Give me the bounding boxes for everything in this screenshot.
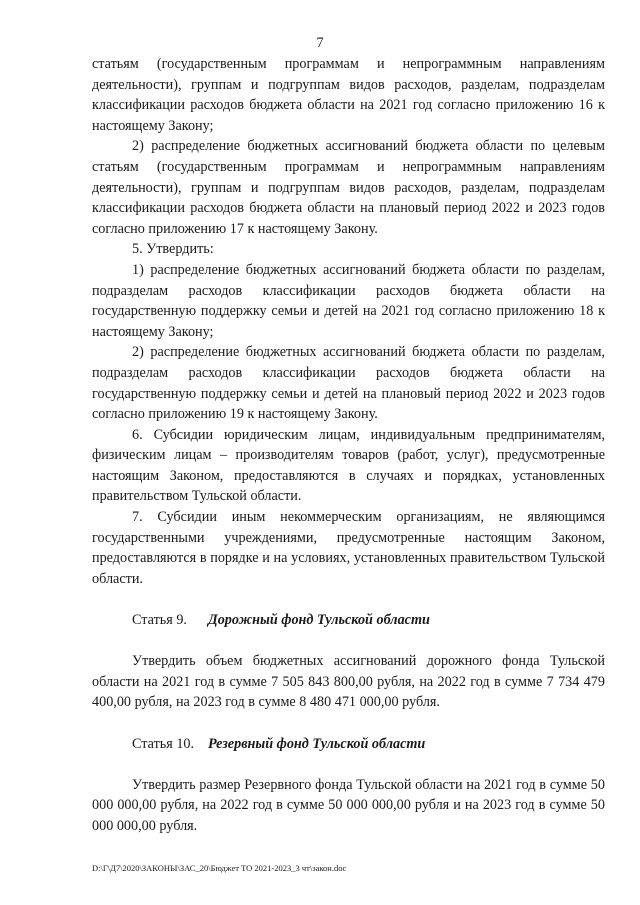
paragraph-item-4-2: 2) распределение бюджетных ассигнований бюджета области по целевым статьям (государственным программам и непрограммным направлениям деятельности), группам и подгруппам видов расходов, разделам, подразделам классификации расходов бюджета области на плановый период 2022 и 2023 годов согласно приложению 17 к настоящему Закону. — [92, 138, 605, 237]
paragraph-continuation: статьям (государственным программам и непрограммным направлениям деятельности), группам и подгруппам видов расходов, разделам, подразделам классификации расходов бюджета области на 2021 год согласно приложению 16 к настоящему Закону; — [92, 56, 605, 134]
spacer — [92, 589, 605, 610]
article-10-title: Резервный фонд Тульской области — [208, 735, 426, 752]
article-9-heading — [92, 610, 605, 631]
spacer — [92, 754, 605, 775]
article-10-heading — [92, 734, 605, 755]
article-9-number: Статья 9. — [132, 612, 187, 629]
paragraph-clause-7: 7. Субсидии иным некоммерческим организациям, не являющимся государственными учреждениями, предусмотренные настоящим Законом, предоставляются в порядке и на условиях, установленных правительством Тульской области. — [92, 509, 605, 587]
spacer — [92, 631, 605, 652]
paragraph-item-5-1: 1) распределение бюджетных ассигнований бюджета области по разделам, подразделам расходов классификации расходов бюджета области на государственную поддержку семьи и детей на 2021 год согласно приложению 18 к настоящему Закону; — [92, 261, 605, 340]
article-10-number: Статья 10. — [132, 735, 195, 752]
spacer — [92, 713, 605, 734]
article-9-title: Дорожный фонд Тульской области — [208, 612, 430, 629]
paragraph-clause-5: 5. Утвердить: — [132, 241, 214, 258]
paragraph-clause-6: 6. Субсидии юридическим лицам, индивидуальным предпринимателям, физическим лицам – производителям товаров (работ, услуг), предусмотренные настоящим Законом, предоставляются в случаях и порядках, установленных правительством Тульской области. — [92, 426, 605, 505]
footer-file-path: D:\Г\Д7\2020\ЗАКОНЫ\ЗАС_20\Бюджет ТО 2021-2023_3 чт\закон.doc — [92, 863, 347, 873]
article-10-text: Утвердить размер Резервного фонда Тульской области на 2021 год в сумме 50 000 000,00 рубля, на 2022 год в сумме 50 000 000,00 рубля и на 2023 год в сумме 50 000 000,00 рубля. — [92, 776, 605, 834]
article-9-text: Утвердить объем бюджетных ассигнований дорожного фонда Тульской области на 2021 год в сумме 7 505 843 800,00 рубля, на 2022 год в сумме 7 734 479 400,00 рубля, на 2023 год в сумме 8 480 471 000,00 рубля. — [92, 653, 605, 711]
page-number: 7 — [316, 35, 324, 51]
paragraph-item-5-2: 2) распределение бюджетных ассигнований бюджета области по разделам, подразделам расходов классификации расходов бюджета области на государственную поддержку семьи и детей на плановый период 2022 и 2023 годов согласно приложению 19 к настоящему Закону. — [92, 344, 605, 423]
document-body — [92, 54, 605, 837]
